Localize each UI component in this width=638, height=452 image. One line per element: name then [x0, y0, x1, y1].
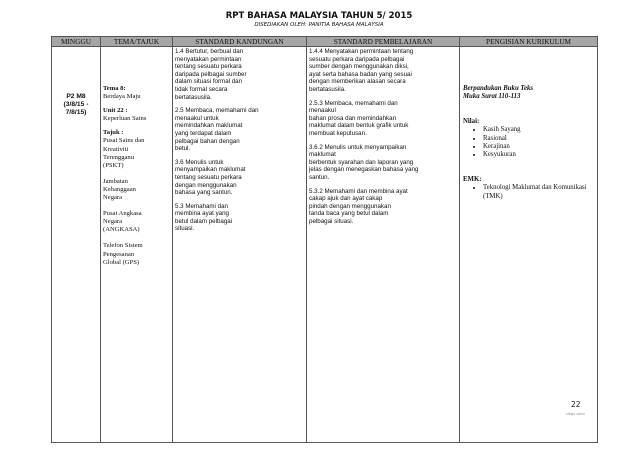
sk-line: memindahkan maklumat	[175, 122, 243, 130]
footer-tag: cikgu azmi	[566, 412, 585, 416]
tajuk-line: Jambatan	[103, 177, 128, 185]
sk-line: membina ayat yang	[175, 210, 229, 218]
tajuk-label: Tajuk :	[103, 129, 124, 137]
minggu-line: 7/8/15)	[65, 109, 87, 116]
sp-line: ayat serta bahasa badan yang sesuai	[309, 70, 412, 78]
tajuk-line: Global (GPS)	[103, 258, 140, 266]
tajuk-line: Terengganu	[103, 153, 135, 161]
sk-line: situasi.	[175, 225, 195, 233]
sk-line: dengan menggunakan	[175, 181, 237, 189]
sp-line: berbentuk syarahan dan laporan yang	[309, 158, 414, 166]
cell-standard-kandungan	[173, 47, 307, 443]
nilai-list	[463, 126, 595, 160]
page-number: 22	[571, 400, 581, 409]
cell-standard-pembelajaran	[307, 47, 460, 443]
sk-line: 5.3 Memahami dan	[175, 202, 228, 210]
tajuk-line: Pusat Sains dan	[103, 137, 145, 145]
sp-line: jelas dengan menegaskan bahasa yang	[309, 166, 419, 174]
tajuk-line: Negara	[103, 194, 123, 202]
tajuk-line: (PSKT)	[103, 161, 124, 169]
berpandukan-line: Muka Surat 110-113	[463, 93, 521, 101]
unit-label: Unit 22 :	[103, 107, 128, 115]
sk-line: 3.6 Menulis untuk	[175, 158, 224, 166]
list-item: • Kesyukuran	[483, 151, 595, 159]
sk-line: dalam situasi formal dan	[175, 78, 243, 86]
sp-line: maklumat	[309, 151, 336, 159]
sk-line: menyatakan permintaan	[175, 55, 242, 63]
sp-line: sumber dengan menggunakan diksi,	[309, 63, 409, 71]
sp-line: menaakul	[309, 107, 336, 115]
sp-line: santun.	[309, 173, 330, 181]
sk-line: daripada pelbagai sumber	[175, 70, 247, 78]
sk-line: bahasa yang santun.	[175, 189, 233, 197]
cell-pengisian-kurikulum	[460, 47, 598, 443]
header-pengisian-kurikulum: PENGISIAN KURIKULUM	[460, 37, 598, 47]
sp-line: 3.6.2 Menulis untuk menyampaikan	[309, 143, 407, 151]
berpandukan-line: Berpandukan Buku Teks	[463, 85, 534, 92]
list-item: • Kerajinan	[483, 143, 595, 151]
unit-value: Keperluan Sains	[103, 115, 147, 123]
tajuk-line: Kebanggaan	[103, 185, 136, 193]
document-subtitle: DISEDIAKAN OLEH: PANITIA BAHASA MALAYSIA	[254, 22, 384, 28]
sp-line: bertatasusila.	[309, 85, 346, 93]
sk-line: yang terdapat dalam	[175, 129, 232, 137]
sk-line: pelbagai bahan dengan	[175, 137, 240, 145]
minggu-line: (3/8/15 -	[63, 101, 89, 108]
header-standard-pembelajaran: STANDARD PEMBELAJARAN	[307, 37, 460, 47]
sk-line: 2.5 Membaca, memahami dan	[175, 107, 259, 115]
sk-line: tentang sesuatu perkara	[175, 63, 242, 71]
sk-line: menyampaikan maklumat	[175, 166, 246, 174]
sp-line: 5.3.2 Memahami dan membina ayat	[309, 187, 408, 195]
emk-label: EMK:	[463, 175, 482, 183]
header-minggu: MINGGU	[52, 37, 101, 47]
tema-label: Tema 8:	[103, 85, 126, 92]
list-item: • Kasih Sayang	[483, 126, 595, 134]
sk-line: 1.4 Bertutur, berbual dan	[175, 48, 244, 55]
sk-line: bertatasusila.	[175, 93, 212, 101]
nilai-label: Nilai:	[463, 117, 480, 125]
rpt-table	[51, 36, 598, 443]
cell-minggu	[52, 47, 101, 443]
sp-line: bahan prosa dan memindahkan	[309, 114, 397, 122]
sk-line: betul.	[175, 145, 191, 153]
sk-line: betul dalam pelbagai	[175, 217, 233, 225]
tajuk-line: Pengesanan	[103, 250, 135, 258]
tajuk-line: Telefon Sistem	[103, 242, 143, 250]
header-standard-kandungan: STANDARD KANDUNGAN	[173, 37, 307, 47]
sk-line: tentang sesuatu perkara	[175, 173, 242, 181]
tajuk-line: (ANGKASA)	[103, 226, 140, 234]
sp-line: tanda baca yang betul dalam	[309, 210, 389, 218]
list-item: • Rasional	[483, 135, 595, 143]
sp-line: dengan memberikan alasan secara	[309, 78, 406, 86]
table-header-row	[52, 37, 598, 47]
tajuk-line: Pusat Angkasa	[103, 210, 142, 218]
sp-line: cakap ajuk dan ayat cakap	[309, 195, 383, 203]
minggu-line: P2 M8	[66, 93, 86, 100]
sp-line: membuat keputusan.	[309, 129, 367, 137]
sp-line: maklumat dalam bentuk grafik untuk	[309, 122, 409, 130]
sp-line: pelbagai situasi.	[309, 217, 354, 225]
sp-line: 1.4.4 Menyatakan permintaan tentang	[309, 48, 414, 55]
header-tema-tajuk: TEMA/TAJUK	[101, 37, 173, 47]
sk-line: menaakul untuk	[175, 114, 219, 122]
tema-value: Berdaya Maju	[103, 93, 141, 101]
emk-list	[463, 184, 595, 201]
sp-line: sesuatu perkara daripada pelbagai	[309, 55, 405, 63]
cell-tema-tajuk	[101, 47, 173, 443]
sp-line: pindah dengan menggunakan	[309, 202, 391, 210]
sk-line: tidak formal secara	[175, 85, 228, 93]
sp-line: 2.5.3 Membaca, memahami dan	[309, 99, 398, 107]
tajuk-line: Negara	[103, 218, 123, 226]
document-title: RPT BAHASA MALAYSIA TAHUN 5/ 2015	[225, 11, 413, 21]
table-row	[52, 47, 598, 443]
tajuk-line: Kreativiti	[103, 145, 129, 153]
list-item: • Teknologi Maklumat dan Komunikasi (TMK)	[483, 184, 595, 201]
